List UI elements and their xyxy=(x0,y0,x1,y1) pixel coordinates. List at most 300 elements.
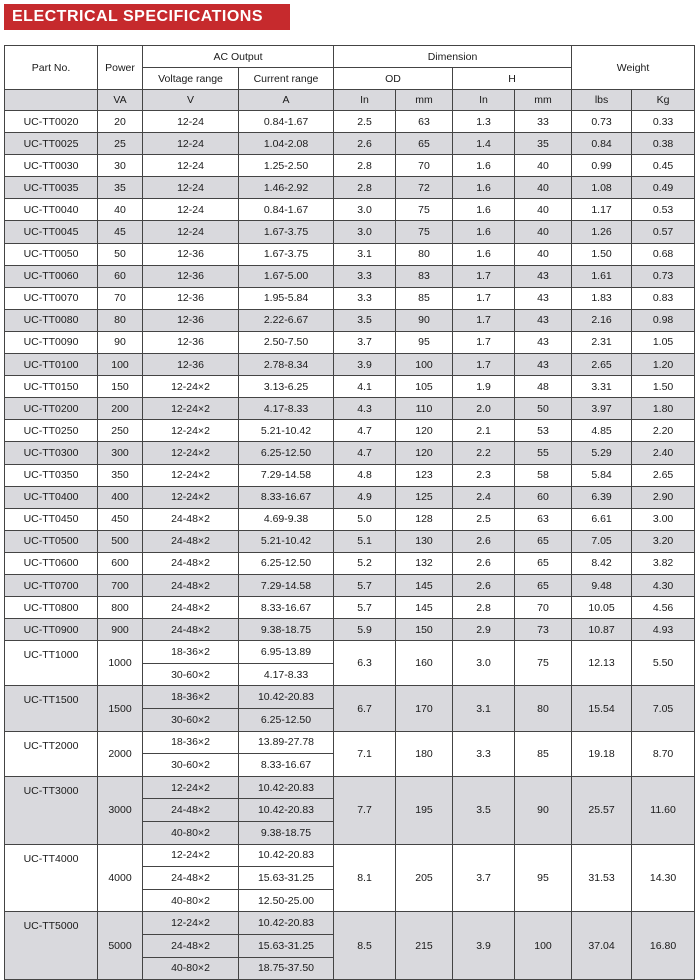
table-row xyxy=(5,265,695,287)
current-range: 1.04-2.08 xyxy=(239,133,334,155)
header-voltage-range: Voltage range xyxy=(143,68,239,90)
current-range: 15.63-31.25 xyxy=(239,934,334,957)
table-row xyxy=(5,574,695,596)
od-in: 4.1 xyxy=(334,376,396,398)
od-mm: 75 xyxy=(396,199,453,221)
od-mm: 145 xyxy=(396,574,453,596)
h-mm: 48 xyxy=(515,376,572,398)
h-in: 3.5 xyxy=(453,776,515,844)
weight-kg: 0.33 xyxy=(632,111,695,133)
od-mm: 123 xyxy=(396,464,453,486)
part-no: UC-TT5000 xyxy=(5,912,98,980)
voltage-range: 24-48×2 xyxy=(143,530,239,552)
power-va: 40 xyxy=(98,199,143,221)
voltage-range: 24-48×2 xyxy=(143,552,239,574)
table-row xyxy=(5,844,695,867)
header-current-range: Current range xyxy=(239,68,334,90)
unit-h-in: In xyxy=(453,90,515,111)
power-va: 600 xyxy=(98,552,143,574)
current-range: 15.63-31.25 xyxy=(239,867,334,890)
h-in: 1.7 xyxy=(453,354,515,376)
weight-kg: 3.00 xyxy=(632,508,695,530)
power-va: 50 xyxy=(98,243,143,265)
h-in: 3.3 xyxy=(453,731,515,776)
voltage-range: 40-80×2 xyxy=(143,889,239,912)
header-power: Power xyxy=(98,46,143,90)
h-mm: 53 xyxy=(515,420,572,442)
h-in: 3.0 xyxy=(453,641,515,686)
h-mm: 40 xyxy=(515,155,572,177)
power-va: 150 xyxy=(98,376,143,398)
h-mm: 40 xyxy=(515,199,572,221)
voltage-range: 12-24 xyxy=(143,133,239,155)
od-mm: 150 xyxy=(396,619,453,641)
part-no: UC-TT0090 xyxy=(5,331,98,353)
voltage-range: 30-60×2 xyxy=(143,663,239,686)
power-va: 80 xyxy=(98,309,143,331)
od-in: 4.7 xyxy=(334,442,396,464)
power-va: 90 xyxy=(98,331,143,353)
table-row xyxy=(5,776,695,799)
current-range: 10.42-20.83 xyxy=(239,799,334,822)
current-range: 2.22-6.67 xyxy=(239,309,334,331)
current-range: 2.78-8.34 xyxy=(239,354,334,376)
table-row xyxy=(5,597,695,619)
od-in: 2.6 xyxy=(334,133,396,155)
voltage-range: 18-36×2 xyxy=(143,686,239,709)
voltage-range: 12-36 xyxy=(143,265,239,287)
h-in: 2.8 xyxy=(453,597,515,619)
current-range: 0.84-1.67 xyxy=(239,111,334,133)
h-mm: 65 xyxy=(515,552,572,574)
table-row xyxy=(5,552,695,574)
voltage-range: 12-24×2 xyxy=(143,442,239,464)
od-in: 3.3 xyxy=(334,265,396,287)
weight-kg: 1.05 xyxy=(632,331,695,353)
od-in: 6.3 xyxy=(334,641,396,686)
h-in: 1.6 xyxy=(453,155,515,177)
power-va: 500 xyxy=(98,530,143,552)
od-mm: 205 xyxy=(396,844,453,912)
section-title: ELECTRICAL SPECIFICATIONS xyxy=(4,4,290,30)
od-mm: 145 xyxy=(396,597,453,619)
part-no: UC-TT1500 xyxy=(5,686,98,731)
od-in: 5.7 xyxy=(334,597,396,619)
weight-lbs: 0.99 xyxy=(572,155,632,177)
od-mm: 120 xyxy=(396,442,453,464)
h-in: 3.9 xyxy=(453,912,515,980)
weight-lbs: 7.05 xyxy=(572,530,632,552)
od-mm: 80 xyxy=(396,243,453,265)
table-row xyxy=(5,442,695,464)
current-range: 7.29-14.58 xyxy=(239,574,334,596)
weight-kg: 14.30 xyxy=(632,844,695,912)
voltage-range: 12-36 xyxy=(143,331,239,353)
part-no: UC-TT0400 xyxy=(5,486,98,508)
part-no: UC-TT4000 xyxy=(5,844,98,912)
h-in: 2.3 xyxy=(453,464,515,486)
weight-lbs: 3.97 xyxy=(572,398,632,420)
weight-lbs: 5.84 xyxy=(572,464,632,486)
weight-lbs: 25.57 xyxy=(572,776,632,844)
h-mm: 58 xyxy=(515,464,572,486)
h-mm: 40 xyxy=(515,221,572,243)
unit-od-mm: mm xyxy=(396,90,453,111)
h-mm: 43 xyxy=(515,287,572,309)
voltage-range: 18-36×2 xyxy=(143,731,239,754)
voltage-range: 12-24×2 xyxy=(143,398,239,420)
current-range: 8.33-16.67 xyxy=(239,597,334,619)
weight-lbs: 15.54 xyxy=(572,686,632,731)
table-row xyxy=(5,221,695,243)
weight-kg: 0.83 xyxy=(632,287,695,309)
table-row xyxy=(5,912,695,935)
h-in: 1.7 xyxy=(453,331,515,353)
unit-kg: Kg xyxy=(632,90,695,111)
h-in: 1.4 xyxy=(453,133,515,155)
h-in: 2.5 xyxy=(453,508,515,530)
unit-blank xyxy=(5,90,98,111)
od-mm: 63 xyxy=(396,111,453,133)
current-range: 5.21-10.42 xyxy=(239,530,334,552)
voltage-range: 12-24 xyxy=(143,155,239,177)
voltage-range: 40-80×2 xyxy=(143,822,239,845)
voltage-range: 12-24×2 xyxy=(143,376,239,398)
h-mm: 65 xyxy=(515,574,572,596)
table-row xyxy=(5,111,695,133)
part-no: UC-TT0080 xyxy=(5,309,98,331)
weight-kg: 4.30 xyxy=(632,574,695,596)
table-row xyxy=(5,376,695,398)
power-va: 200 xyxy=(98,398,143,420)
weight-kg: 2.90 xyxy=(632,486,695,508)
current-range: 1.67-5.00 xyxy=(239,265,334,287)
power-va: 20 xyxy=(98,111,143,133)
voltage-range: 12-24×2 xyxy=(143,420,239,442)
current-range: 13.89-27.78 xyxy=(239,731,334,754)
od-mm: 72 xyxy=(396,177,453,199)
od-in: 2.8 xyxy=(334,155,396,177)
weight-lbs: 5.29 xyxy=(572,442,632,464)
weight-lbs: 31.53 xyxy=(572,844,632,912)
header-od: OD xyxy=(334,68,453,90)
weight-kg: 3.82 xyxy=(632,552,695,574)
h-mm: 75 xyxy=(515,641,572,686)
od-mm: 125 xyxy=(396,486,453,508)
table-row xyxy=(5,354,695,376)
part-no: UC-TT0900 xyxy=(5,619,98,641)
od-in: 4.3 xyxy=(334,398,396,420)
h-in: 3.1 xyxy=(453,686,515,731)
h-in: 2.6 xyxy=(453,574,515,596)
part-no: UC-TT0100 xyxy=(5,354,98,376)
voltage-range: 40-80×2 xyxy=(143,957,239,980)
current-range: 4.17-8.33 xyxy=(239,398,334,420)
h-in: 1.6 xyxy=(453,243,515,265)
h-in: 2.9 xyxy=(453,619,515,641)
weight-lbs: 2.16 xyxy=(572,309,632,331)
od-mm: 65 xyxy=(396,133,453,155)
current-range: 6.25-12.50 xyxy=(239,442,334,464)
header-h: H xyxy=(453,68,572,90)
od-in: 3.0 xyxy=(334,199,396,221)
table-row xyxy=(5,464,695,486)
weight-lbs: 1.61 xyxy=(572,265,632,287)
od-mm: 100 xyxy=(396,354,453,376)
voltage-range: 12-24 xyxy=(143,177,239,199)
od-mm: 170 xyxy=(396,686,453,731)
h-mm: 65 xyxy=(515,530,572,552)
power-va: 25 xyxy=(98,133,143,155)
weight-kg: 0.68 xyxy=(632,243,695,265)
h-in: 1.3 xyxy=(453,111,515,133)
voltage-range: 12-36 xyxy=(143,243,239,265)
header-ac-output: AC Output xyxy=(143,46,334,68)
od-in: 3.5 xyxy=(334,309,396,331)
weight-kg: 0.73 xyxy=(632,265,695,287)
od-in: 3.1 xyxy=(334,243,396,265)
table-row xyxy=(5,420,695,442)
current-range: 10.42-20.83 xyxy=(239,844,334,867)
part-no: UC-TT2000 xyxy=(5,731,98,776)
table-row xyxy=(5,530,695,552)
voltage-range: 12-24×2 xyxy=(143,464,239,486)
weight-kg: 0.38 xyxy=(632,133,695,155)
current-range: 8.33-16.67 xyxy=(239,754,334,777)
h-in: 2.6 xyxy=(453,552,515,574)
current-range: 1.67-3.75 xyxy=(239,221,334,243)
od-mm: 83 xyxy=(396,265,453,287)
h-in: 2.0 xyxy=(453,398,515,420)
od-in: 4.7 xyxy=(334,420,396,442)
header-part-no: Part No. xyxy=(5,46,98,90)
power-va: 3000 xyxy=(98,776,143,844)
voltage-range: 12-36 xyxy=(143,354,239,376)
weight-lbs: 1.26 xyxy=(572,221,632,243)
part-no: UC-TT0025 xyxy=(5,133,98,155)
voltage-range: 12-24 xyxy=(143,199,239,221)
h-in: 1.7 xyxy=(453,287,515,309)
od-in: 3.9 xyxy=(334,354,396,376)
power-va: 700 xyxy=(98,574,143,596)
od-in: 7.7 xyxy=(334,776,396,844)
h-mm: 80 xyxy=(515,686,572,731)
voltage-range: 30-60×2 xyxy=(143,709,239,732)
od-mm: 215 xyxy=(396,912,453,980)
od-in: 7.1 xyxy=(334,731,396,776)
weight-lbs: 37.04 xyxy=(572,912,632,980)
h-mm: 100 xyxy=(515,912,572,980)
part-no: UC-TT0300 xyxy=(5,442,98,464)
h-mm: 40 xyxy=(515,177,572,199)
od-in: 3.7 xyxy=(334,331,396,353)
weight-lbs: 1.83 xyxy=(572,287,632,309)
power-va: 2000 xyxy=(98,731,143,776)
od-in: 2.8 xyxy=(334,177,396,199)
od-mm: 132 xyxy=(396,552,453,574)
part-no: UC-TT0200 xyxy=(5,398,98,420)
voltage-range: 18-36×2 xyxy=(143,641,239,664)
h-in: 1.7 xyxy=(453,265,515,287)
part-no: UC-TT1000 xyxy=(5,641,98,686)
od-mm: 120 xyxy=(396,420,453,442)
weight-kg: 0.57 xyxy=(632,221,695,243)
h-mm: 95 xyxy=(515,844,572,912)
current-range: 4.17-8.33 xyxy=(239,663,334,686)
part-no: UC-TT0040 xyxy=(5,199,98,221)
weight-lbs: 0.73 xyxy=(572,111,632,133)
part-no: UC-TT0700 xyxy=(5,574,98,596)
weight-kg: 0.45 xyxy=(632,155,695,177)
h-in: 1.6 xyxy=(453,177,515,199)
spec-table-body xyxy=(5,111,695,980)
h-in: 1.9 xyxy=(453,376,515,398)
weight-lbs: 6.61 xyxy=(572,508,632,530)
table-row xyxy=(5,287,695,309)
table-row xyxy=(5,486,695,508)
weight-kg: 4.93 xyxy=(632,619,695,641)
current-range: 3.13-6.25 xyxy=(239,376,334,398)
power-va: 30 xyxy=(98,155,143,177)
od-in: 8.5 xyxy=(334,912,396,980)
power-va: 1000 xyxy=(98,641,143,686)
power-va: 5000 xyxy=(98,912,143,980)
voltage-range: 24-48×2 xyxy=(143,619,239,641)
h-mm: 55 xyxy=(515,442,572,464)
current-range: 10.42-20.83 xyxy=(239,912,334,935)
current-range: 10.42-20.83 xyxy=(239,776,334,799)
current-range: 6.25-12.50 xyxy=(239,709,334,732)
unit-lbs: lbs xyxy=(572,90,632,111)
h-in: 1.6 xyxy=(453,221,515,243)
weight-kg: 0.98 xyxy=(632,309,695,331)
weight-lbs: 2.31 xyxy=(572,331,632,353)
part-no: UC-TT0020 xyxy=(5,111,98,133)
part-no: UC-TT0050 xyxy=(5,243,98,265)
weight-lbs: 0.84 xyxy=(572,133,632,155)
od-mm: 95 xyxy=(396,331,453,353)
h-in: 2.1 xyxy=(453,420,515,442)
electrical-spec-table xyxy=(4,45,695,980)
table-row xyxy=(5,619,695,641)
od-in: 5.7 xyxy=(334,574,396,596)
power-va: 900 xyxy=(98,619,143,641)
current-range: 7.29-14.58 xyxy=(239,464,334,486)
part-no: UC-TT0035 xyxy=(5,177,98,199)
h-in: 1.6 xyxy=(453,199,515,221)
od-mm: 85 xyxy=(396,287,453,309)
h-mm: 43 xyxy=(515,331,572,353)
od-mm: 195 xyxy=(396,776,453,844)
power-va: 800 xyxy=(98,597,143,619)
od-mm: 70 xyxy=(396,155,453,177)
voltage-range: 12-24×2 xyxy=(143,844,239,867)
h-mm: 43 xyxy=(515,309,572,331)
od-in: 2.5 xyxy=(334,111,396,133)
od-in: 3.3 xyxy=(334,287,396,309)
voltage-range: 12-36 xyxy=(143,309,239,331)
table-row xyxy=(5,199,695,221)
h-in: 2.4 xyxy=(453,486,515,508)
weight-lbs: 19.18 xyxy=(572,731,632,776)
voltage-range: 24-48×2 xyxy=(143,934,239,957)
weight-kg: 1.80 xyxy=(632,398,695,420)
weight-kg: 0.49 xyxy=(632,177,695,199)
weight-lbs: 6.39 xyxy=(572,486,632,508)
weight-kg: 5.50 xyxy=(632,641,695,686)
weight-lbs: 12.13 xyxy=(572,641,632,686)
power-va: 250 xyxy=(98,420,143,442)
od-mm: 90 xyxy=(396,309,453,331)
current-range: 18.75-37.50 xyxy=(239,957,334,980)
voltage-range: 24-48×2 xyxy=(143,508,239,530)
current-range: 10.42-20.83 xyxy=(239,686,334,709)
od-mm: 75 xyxy=(396,221,453,243)
current-range: 1.25-2.50 xyxy=(239,155,334,177)
power-va: 350 xyxy=(98,464,143,486)
part-no: UC-TT0450 xyxy=(5,508,98,530)
od-in: 5.9 xyxy=(334,619,396,641)
voltage-range: 12-24 xyxy=(143,221,239,243)
power-va: 60 xyxy=(98,265,143,287)
od-mm: 128 xyxy=(396,508,453,530)
current-range: 1.95-5.84 xyxy=(239,287,334,309)
od-in: 5.0 xyxy=(334,508,396,530)
od-in: 5.2 xyxy=(334,552,396,574)
h-mm: 43 xyxy=(515,265,572,287)
current-range: 2.50-7.50 xyxy=(239,331,334,353)
power-va: 45 xyxy=(98,221,143,243)
table-row xyxy=(5,133,695,155)
voltage-range: 30-60×2 xyxy=(143,754,239,777)
table-row xyxy=(5,398,695,420)
od-mm: 105 xyxy=(396,376,453,398)
power-va: 100 xyxy=(98,354,143,376)
weight-kg: 0.53 xyxy=(632,199,695,221)
current-range: 1.46-2.92 xyxy=(239,177,334,199)
table-row xyxy=(5,641,695,664)
h-mm: 60 xyxy=(515,486,572,508)
h-mm: 63 xyxy=(515,508,572,530)
part-no: UC-TT3000 xyxy=(5,776,98,844)
h-in: 2.6 xyxy=(453,530,515,552)
h-mm: 90 xyxy=(515,776,572,844)
h-mm: 50 xyxy=(515,398,572,420)
voltage-range: 12-24 xyxy=(143,111,239,133)
part-no: UC-TT0350 xyxy=(5,464,98,486)
weight-kg: 11.60 xyxy=(632,776,695,844)
od-in: 8.1 xyxy=(334,844,396,912)
part-no: UC-TT0060 xyxy=(5,265,98,287)
h-in: 2.2 xyxy=(453,442,515,464)
weight-lbs: 8.42 xyxy=(572,552,632,574)
h-mm: 43 xyxy=(515,354,572,376)
od-in: 6.7 xyxy=(334,686,396,731)
h-mm: 33 xyxy=(515,111,572,133)
weight-kg: 2.20 xyxy=(632,420,695,442)
weight-kg: 2.65 xyxy=(632,464,695,486)
current-range: 12.50-25.00 xyxy=(239,889,334,912)
od-mm: 130 xyxy=(396,530,453,552)
od-mm: 110 xyxy=(396,398,453,420)
voltage-range: 24-48×2 xyxy=(143,799,239,822)
weight-lbs: 1.17 xyxy=(572,199,632,221)
current-range: 9.38-18.75 xyxy=(239,822,334,845)
table-row xyxy=(5,731,695,754)
table-row xyxy=(5,177,695,199)
unit-va: VA xyxy=(98,90,143,111)
part-no: UC-TT0045 xyxy=(5,221,98,243)
